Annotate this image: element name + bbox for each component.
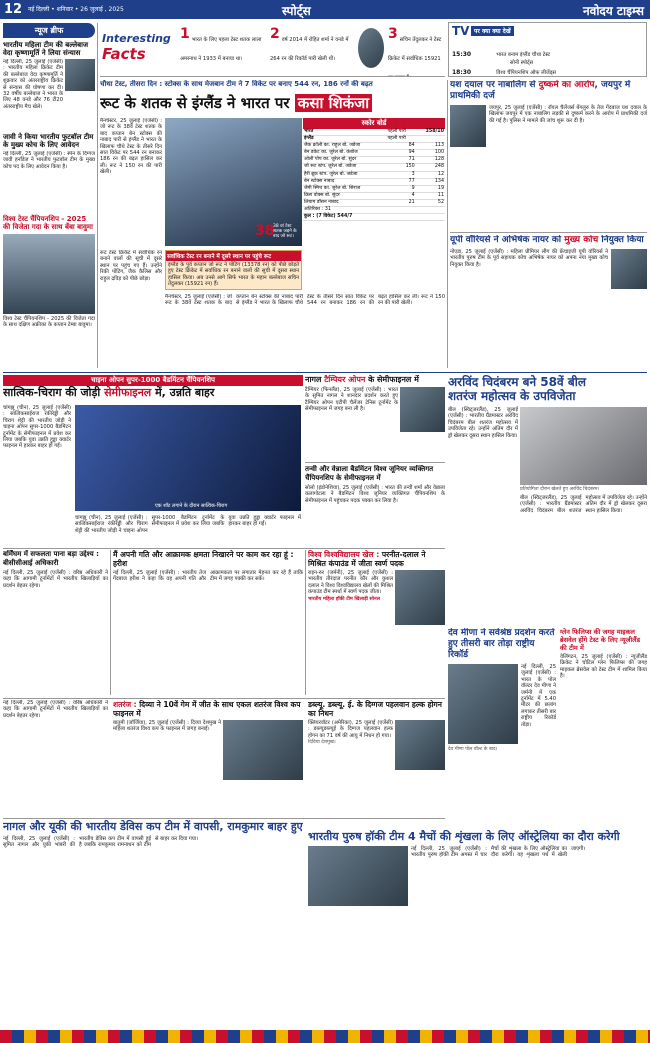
- table-row: [303, 192, 445, 199]
- arvind-story: [448, 375, 647, 625]
- yash-headline-a: यश दयाल पर नाबालिग से: [450, 80, 539, 90]
- tanvi-body: सोलो (इंडोनेशिया), 25 जुलाई (एजेंसी) : भारत की तन्वी शर्मा और वेन्नाला कलागोटला ने बैडमिंटन विश्व जूनियर व्यक्तिगत चैंपियनशिप के सेमीफाइनल में पहुंचकर पदक पक्का कर लिया है।: [305, 485, 445, 504]
- tv-box: [448, 22, 647, 77]
- batter-runs: 9: [386, 185, 415, 192]
- fact-num-3: 3: [388, 26, 398, 42]
- paper-name: नवोदय टाइम्स: [582, 4, 644, 18]
- harish-body: नई दिल्ली, 25 जुलाई (एजेंसी) : भारतीय तेज गेंदबाज हरीश ने कहा कि वह अपनी गति और आक्रामकता पर लगातार मेहनत कर रहे हैं ताकि टीम में जगह पक्की कर सकें।: [113, 570, 303, 583]
- news-brief-label: न्यूज ब्रीफ: [3, 23, 95, 38]
- brief-photo-3: [3, 234, 95, 314]
- davis-cup-headline: नागल और यूकी की भारतीय डेविस कप टीम में वापसी, रामकुमार बाहर हुए: [3, 820, 303, 833]
- arvind-body: बील (स्विट्जरलैंड), 25 जुलाई (एजेंसी) : भारतीय ग्रैंडमास्टर अरविंद चिदंबरम बील शतरंज महोत्सव में उपविजेता रहे। उन्होंने अंतिम दौर में ड्रॉ खेलकर दूसरा स्थान हासिल किया।: [448, 407, 518, 439]
- batter-name: हैरी ब्रूक स्टंप. जुरेल बो. जडेजा: [303, 171, 386, 178]
- yash-headline: [450, 80, 647, 102]
- scorecard-table: [303, 129, 445, 221]
- arvind-photo-caption: प्रतियोगिता दौरान खेलते हुए अरविंद चिदंबरम।: [520, 487, 600, 492]
- tv-sub: पर क्या क्या देखें: [471, 26, 514, 36]
- up-story: [450, 235, 647, 368]
- nagal-story: [305, 375, 445, 460]
- nagal-body: टैम्पियर (फिनलैंड), 25 जुलाई (एजेंसी) : भारत के सुमित नागल ने शानदार प्रदर्शन करते हुए टैम्पियर ओपन एटीपी चैलेंजर टेनिस टूर्नामेंट के सेमीफाइनल में जगह बना ली है।: [305, 387, 398, 413]
- batter-balls: 134: [416, 178, 445, 185]
- nagal-headline-a: नागल: [305, 375, 325, 384]
- batter-balls: 113: [416, 143, 445, 150]
- root-record-box: [165, 250, 302, 290]
- fact-item-2: [270, 26, 355, 64]
- archery-headline: [308, 550, 445, 568]
- archery-photo-caption: भारतीय महिला हॉकी टीम खिलाड़ी सोनल: [308, 596, 380, 602]
- facts-interesting: Interesting: [102, 32, 171, 45]
- fact-text-2: वर्ष 2014 में रोहित शर्मा ने वनडे में 264 रन की रिकॉर्ड पारी खेली थी।: [270, 37, 349, 62]
- hockey-photo: [308, 846, 408, 906]
- bcci-story: [3, 550, 108, 695]
- facts-label: Facts: [102, 45, 146, 63]
- lead-headline-a: रूट के शतक से इंग्लैंड ने भारत पर: [100, 94, 295, 112]
- davis-cup-story: [3, 820, 303, 1025]
- china-band: चाइना ओपन सुपर-1000 बैडमिंटन चैंपियनशिप: [3, 375, 303, 386]
- score-team1: भारत: [303, 129, 386, 136]
- divya-body: बातुमी (जॉर्जिया), 25 जुलाई (एजेंसी) : दिव्या देशमुख ने महिला शतरंज विश्व कप के फाइनल में जगह बनाई।: [113, 720, 221, 733]
- china-photo-caption: एक शॉट लगाने के दौरान सात्विक-चिराग: [155, 503, 228, 509]
- batter-name: जो रूट स्टंप. जुरेल बो. जडेजा: [303, 164, 386, 171]
- china-headline: [3, 386, 303, 400]
- nz-body: वेलिंगटन, 25 जुलाई (एजेंसी) : न्यूजीलैंड क्रिकेट ने चोटिल ग्लेन फिलिप्स की जगह माइकल ब्रेसवेल को टेस्ट टीम में शामिल किया है।: [560, 654, 647, 680]
- hockey-story: [308, 830, 647, 1025]
- arvind-photo: [520, 407, 647, 485]
- archery-story: [308, 550, 445, 695]
- batter-runs: 21: [386, 199, 415, 206]
- lead-headline: [100, 93, 445, 115]
- wwe-story: [308, 700, 445, 815]
- section-title: स्पोर्ट्स: [282, 4, 311, 18]
- nagal-headline: [305, 375, 445, 385]
- arvind-body-2: बील (स्विट्जरलैंड), 25 जुलाई (एजेंसी) : भारतीय ग्रैंडमास्टर अरविंद चिदंबरम बील शतरंज महोत्सव में उपविजेता रहे। उन्होंने अंतिम दौर में ड्रॉ खेलकर दूसरा स्थान हासिल किया।: [520, 495, 647, 514]
- batter-name: बेन स्टोक्स नाबाद: [303, 178, 386, 185]
- lead-stat-num: 38: [255, 223, 275, 239]
- batter-balls: 19: [416, 185, 445, 192]
- divya-headline: [113, 700, 303, 718]
- fact-item-3: [388, 26, 444, 77]
- up-headline: [450, 235, 647, 246]
- nz-final: [560, 628, 647, 823]
- tv-time-1: 15:30: [452, 51, 472, 58]
- table-row: [303, 157, 445, 164]
- yash-headline-c: , जयपुर में प्राथमिकी दर्ज: [450, 80, 631, 101]
- batter-name: क्रिस वोक्स बो. सुंदर: [303, 192, 386, 199]
- table-row: [303, 150, 445, 157]
- batter-runs: 77: [386, 178, 415, 185]
- table-row: [303, 171, 445, 178]
- batter-runs: 3: [386, 171, 415, 178]
- divya-headline-b: दिव्या ने 10वें गेम में जीत के साथ एकल शतरंज विश्व कप फाइनल में: [113, 700, 301, 718]
- score-team2: इंग्लैंड: [303, 136, 386, 143]
- root-box-body: इंग्लैंड के पूर्व कप्तान जो रूट ने पोंटिंग (13378 रन) को पीछे छोड़ते हुए टेस्ट क्रिकेट में सर्वाधिक रन बनाने वालों की सूची में दूसरा स्थान हासिल किया। अब उनसे आगे सिर्फ भारत के महान बल्लेबाज सचिन तेंदुलकर (15921 रन) हैं।: [168, 262, 299, 288]
- batter-runs: 94: [386, 150, 415, 157]
- tanvi-headline: तन्वी और वेन्नाला बैडमिंटन विश्व जूनियर व्यक्तिगत चैंपियनशिप के सेमीफाइनल में: [305, 465, 434, 482]
- brief-body-2: नई दिल्ली, 25 जुलाई (एजेंसी) : स्पेन के दिग्गज जावी हर्नांडेज ने भारतीय फुटबॉल टीम के मुख्य कोच पद के लिए आवेदन किया है।: [3, 151, 95, 170]
- up-headline-b: मुख्य कोच: [564, 235, 599, 245]
- bcci-body-2: नई दिल्ली, 25 जुलाई (एजेंसी) : वरिष्ठ अधिकारी ने कहा कि आगामी टूर्नामेंटों में भारतीय खिलाड़ियों का प्रदर्शन बेहतर रहेगा।: [3, 700, 108, 719]
- lead-headline-b: कसा शिकंजा: [295, 94, 372, 112]
- up-headline-c: नियुक्त किया: [598, 235, 644, 245]
- china-body: चांगझू (चीन), 25 जुलाई (एजेंसी) : सात्विकसाईराज रंकीरेड्डी और चिराग शेट्टी की भारतीय जोड़ी ने चाइना ओपन सुपर-1000 बैडमिंटन टूर्नामेंट के सेमीफाइनल में प्रवेश कर लिया जबकि युवा उन्नति हुड्डा क्वार्टर फाइनल में हारकर बाहर हो गईं।: [3, 405, 71, 450]
- batter-name: जैक क्रॉली का. राहुल बो. जडेजा: [303, 143, 386, 150]
- up-body: नोएडा, 25 जुलाई (एजेंसी) : महिला प्रीमियर लीग की फ्रेंचाइजी यूपी वॉरियर्स ने भारतीय पुरुष टीम के पूर्व सहायक कोच अभिषेक नायर को अपना नया मुख्य कोच नियुक्त किया है।: [450, 249, 608, 268]
- harish-story: [113, 550, 303, 695]
- score-team2-note: पहली पारी: [386, 136, 415, 143]
- batter-balls: 248: [416, 164, 445, 171]
- nz-story: [308, 820, 445, 830]
- china-photo: [75, 405, 301, 511]
- china-body-2: चांगझू (चीन), 25 जुलाई (एजेंसी) : सात्विकसाईराज रंकीरेड्डी और चिराग शेट्टी की भारतीय जोड़ी ने चाइना ओपन सुपर-1000 बैडमिंटन टूर्नामेंट के सेमीफाइनल में प्रवेश कर लिया जबकि युवा उन्नति हुड्डा क्वार्टर फाइनल में हारकर बाहर हो गईं।: [75, 515, 301, 534]
- tv-title-1: भारत बनाम इंग्लैंड चौथा टेस्ट: [496, 52, 550, 58]
- devmeena-story: [448, 628, 556, 828]
- score-team1-note: पहली पारी: [386, 129, 415, 136]
- devmeena-headline: देव मीणा ने सर्वश्रेष्ठ प्रदर्शन करते हुए तीसरी बार तोड़ा राष्ट्रीय रिकॉर्ड: [448, 628, 555, 660]
- batter-balls: 12: [416, 171, 445, 178]
- news-brief: [3, 23, 95, 368]
- batter-balls: 100: [416, 150, 445, 157]
- batter-runs: 84: [386, 143, 415, 150]
- fact-photo: [358, 28, 384, 68]
- batter-name: जेमी स्मिथ का. जुरेल बो. सिराज: [303, 185, 386, 192]
- batter-name: बेन डकेट का. जुरेल बो. कंबोज: [303, 150, 386, 157]
- china-story: [3, 375, 303, 545]
- wwe-headline: डब्ल्यू. डब्ल्यू. ई. के दिग्गज पहलवान हल्क होगन का निधन: [308, 700, 442, 718]
- batter-name: लियाम डॉसन नाबाद: [303, 199, 386, 206]
- hockey-headline: भारतीय पुरुष हॉकी टीम 4 मैचों की शृंखला के लिए ऑस्ट्रेलिया का दौरा करेगी: [308, 830, 620, 843]
- yash-body: जयपुर, 25 जुलाई (एजेंसी) : रॉयल चैलेंजर्स बेंगलुरु के तेज गेंदबाज यश दयाल के खिलाफ जयपुर में एक नाबालिग लड़की से दुष्कर्म करने के आरोप में प्राथमिकी दर्ज की गई है। पुलिस ने मामले की जांच शुरू कर दी है।: [489, 105, 647, 124]
- scorecard: [303, 118, 445, 290]
- brief-body-3: विश्व टेस्ट चैंपियनशिप - 2025 की विजेता गदा के साथ दक्षिण अफ्रीका के कप्तान टेम्बा बावुमा।: [3, 316, 95, 329]
- lead-photo-caption: 38 वां टेस्ट शतक जड़ने के बाद जो रूट।: [273, 224, 297, 239]
- brief-title-3: विश्व टेस्ट चैंपियनशिप - 2025 की विजेता गदा के साथ बेंबा बावुमा: [3, 215, 93, 231]
- arvind-headline-2: शतरंज महोत्सव के उपविजेता: [448, 389, 576, 403]
- table-row: [303, 164, 445, 171]
- batter-name: ओली पोप का. जुरेल बो. सुंदर: [303, 157, 386, 164]
- divya-story: [113, 700, 303, 815]
- tv-time-2: 18:30: [452, 69, 472, 76]
- yash-photo: [450, 105, 486, 147]
- facts-logo: [102, 32, 177, 72]
- china-headline-a: सात्विक-चिराग की जोड़ी: [3, 386, 105, 399]
- archery-headline-a: विश्व विश्वविद्यालय खेल :: [308, 550, 382, 559]
- masthead: [0, 0, 650, 19]
- devmeena-body: नई दिल्ली, 25 जुलाई (एजेंसी) : भारत के पोल वॉल्टर देव मीणा ने जर्मनी में एक टूर्नामेंट में 5.40 मीटर की छलांग लगाकर तीसरी बार राष्ट्रीय रिकॉर्ड तोड़ा।: [521, 664, 556, 728]
- bcci-headline: बर्मिंघम में सफलता पाना बड़ा उद्देश्य : बीसीसीआई अधिकारी: [3, 550, 99, 567]
- batter-balls: 128: [416, 157, 445, 164]
- tv-label: TV: [452, 24, 470, 38]
- nz-headline: ग्लेन फिलिप्स की जगह माइकल ब्रेसवेल होंगे टेस्ट के लिए न्यूजीलैंड की टीम में: [560, 628, 641, 652]
- nagal-headline-c: के सेमीफाइनल में: [365, 375, 419, 384]
- brief-photo-1: [65, 59, 95, 91]
- batter-balls: 11: [416, 192, 445, 199]
- brief-title-2: जावी ने किया भारतीय फुटबॉल टीम के मुख्य कोच के लिए आवेदन: [3, 133, 94, 149]
- score-total: कुल : (7 विकेट) 544/7: [303, 214, 445, 221]
- china-headline-c: में, उन्नति बाहर: [151, 386, 215, 399]
- root-box-title: सर्वाधिक टेस्ट रन बनाने में दूसरे स्थान पर पहुंचे रूट: [166, 251, 301, 261]
- wwe-body: क्लियरवॉटर (अमेरिका), 25 जुलाई (एजेंसी) : डब्ल्यूडब्ल्यूई के दिग्गज पहलवान हल्क होगन का 71 वर्ष की आयु में निधन हो गया।: [308, 720, 393, 739]
- page-number: 12: [4, 2, 23, 17]
- up-headline-a: यूपी वॉरियर्स ने अभिषेक नायर को: [450, 235, 565, 245]
- batter-runs: 4: [386, 192, 415, 199]
- lead-body-col2: रूट टेस्ट क्रिकेट में सर्वाधिक रन बनाने वालों की सूची में दूसरे स्थान पर पहुंच गए हैं। उन्होंने रिकी पोंटिंग, जैक कैलिस और राहुल द्रविड़ को पीछे छोड़ा।: [100, 250, 162, 282]
- fact-num-1: 1: [180, 26, 190, 42]
- table-row: [303, 185, 445, 192]
- divya-headline-a: शतरंज :: [113, 700, 140, 709]
- fact-num-2: 2: [270, 26, 280, 42]
- yash-story: [450, 80, 647, 230]
- score-extras: अतिरिक्त : 31: [303, 207, 445, 214]
- fact-text-3: सचिन तेंदुलकर ने टेस्ट क्रिकेट में सर्वाधिक 15921: [388, 37, 442, 62]
- lead-body-col3: मैनचेस्टर, 25 जुलाई (एजेंसी) : जो रूट के 38वें टेस्ट शतक के बाद कप्तान बेन स्टोक्स की नाबाद पारी से इंग्लैंड ने भारत के खिलाफ चौथे टेस्ट के तीसरे दिन सात विकेट पर 544 रन बनाकर 186 रन की बढ़त हासिल कर ली। रूट ने 150 रन की पारी खेली।: [165, 294, 445, 307]
- table-row: [303, 143, 445, 150]
- yash-headline-b: दुष्कर्म का आरोप: [538, 80, 595, 90]
- facts-banner: [100, 22, 445, 77]
- divya-photo: [223, 720, 303, 780]
- davis-cup-body: नई दिल्ली, 25 जुलाई (एजेंसी) : सुमित नागल और युकी भांबरी की भारतीय डेविस कप टीम में वापसी हुई है जबकि रामकुमार रामनाथन को टीम से बाहर कर दिया गया।: [3, 836, 199, 849]
- tv-title-2: विश्व चैंपियनशिप ऑफ लीजेंड्स: [496, 70, 557, 76]
- fact-text-1: भारत के लिए पहला टेस्ट शतक लाला अमरनाथ ने 1933 में बनाया था।: [180, 37, 262, 62]
- table-row: [303, 178, 445, 185]
- tv-row-2: [452, 59, 642, 77]
- archery-headline-b: परनीत-दलाल ने मिश्रित कंपाउंड में जीता स्वर्ण पदक: [308, 550, 426, 568]
- hockey-body: नई दिल्ली, 25 जुलाई (एजेंसी) : भारतीय पुरुष हॉकी टीम अगस्त में चार मैचों की शृंखला के लिए ऑस्ट्रेलिया का दौरा करेगी। यह शृंखला पर्थ में खेली जाएगी।: [411, 846, 586, 859]
- bcci-body: नई दिल्ली, 25 जुलाई (एजेंसी) : वरिष्ठ अधिकारी ने कहा कि आगामी टूर्नामेंटों में भारतीय खिलाड़ियों का प्रदर्शन बेहतर रहेगा।: [3, 570, 108, 589]
- batter-runs: 150: [386, 164, 415, 171]
- score-team1-total: 358/10: [416, 129, 445, 136]
- batter-balls: 52: [416, 199, 445, 206]
- harish-headline: मैं अपनी गति और आक्रामक क्षमता निखारने पर काम कर रहा हूं : हरीश: [113, 550, 294, 568]
- footer-band: [0, 1030, 650, 1043]
- archery-photo: [395, 570, 445, 625]
- table-row: [303, 199, 445, 206]
- nagal-photo: [400, 387, 445, 432]
- brief-body-1: नई दिल्ली, 25 जुलाई (एजेंसी) : भारतीय महिला क्रिकेट टीम की बल्लेबाज वेदा कृष्णामूर्ति ने शुक्रवार को अंतरराष्ट्रीय क्रिकेट से संन्यास की घोषणा कर दी। 32 वर्षीय बल्लेबाज ने भारत के लिए 48 वनडे और 76 टी20 अंतरराष्ट्रीय मैच खेले।: [3, 59, 63, 110]
- wwe-photo-caption: दिविया देशमुख।: [308, 740, 336, 746]
- archery-body: राइन-रुर (जर्मनी), 25 जुलाई (एजेंसी) : भारतीय तीरंदाज परनीत कौर और कुशल दलाल ने विश्व विश्वविद्यालय खेलों की मिश्रित कंपाउंड टीम स्पर्धा में स्वर्ण पदक जीता।: [308, 570, 393, 596]
- wwe-photo: [395, 720, 445, 770]
- up-photo: [611, 249, 647, 289]
- lead-body-col1: मैनचेस्टर, 25 जुलाई (एजेंसी) : जो रूट के 38वें टेस्ट शतक के बाद कप्तान बेन स्टोक्स की नाबाद पारी से इंग्लैंड ने भारत के खिलाफ चौथे टेस्ट के तीसरे दिन सात विकेट पर 544 रन बनाकर 186 रन की बढ़त हासिल कर ली। रूट ने 150 रन की पारी खेली।: [100, 118, 162, 176]
- arvind-headline-1: अरविंद चिदंबरम बने 58वें बील: [448, 375, 586, 389]
- tv-channel-1: सोनी स्पोर्ट्स: [510, 60, 534, 66]
- brief-title-1: भारतीय महिला टीम की बल्लेबाज वेदा कृष्णामूर्ति ने लिया संन्यास: [3, 41, 89, 57]
- tanvi-story: [305, 465, 445, 545]
- fact-item-1: [180, 26, 265, 64]
- lead-photo-root: [165, 118, 302, 246]
- dateline: नई दिल्ली • शनिवार • 26 जुलाई , 2025: [28, 6, 124, 13]
- china-headline-b: सेमीफाइनल: [104, 386, 152, 399]
- devmeena-photo-caption: देव मीणा पोल वॉल्ट के बाद।: [448, 747, 498, 752]
- nagal-headline-b: टैम्पियर ओपन: [324, 375, 366, 384]
- scorecard-title: स्कोर बोर्ड: [303, 118, 445, 129]
- devmeena-photo: [448, 664, 518, 744]
- lead-kicker: चौथा टेस्ट, तीसरा दिन : स्टोक्स के साथ मेजबान टीम ने 7 विकेट पर बनाए 544 रन, 186 रनों की बढ़त: [100, 80, 373, 88]
- batter-runs: 71: [386, 157, 415, 164]
